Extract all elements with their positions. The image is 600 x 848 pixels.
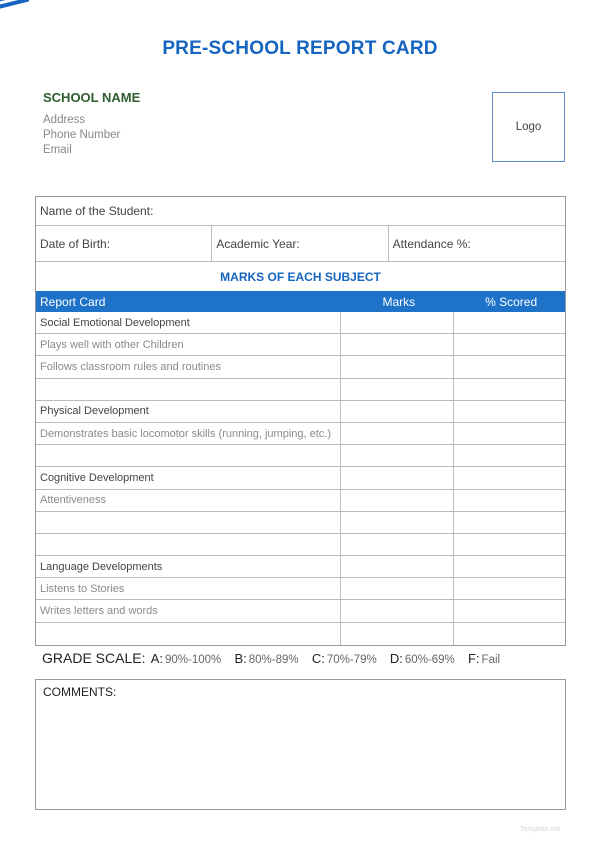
grade-range: Fail — [481, 654, 501, 666]
grade-range: 60%-69% — [404, 654, 455, 666]
table-row — [36, 379, 565, 401]
category-label: Cognitive Development — [40, 471, 154, 484]
scored-cell[interactable] — [453, 312, 565, 333]
marks-heading: MARKS OF EACH SUBJECT — [220, 269, 381, 284]
table-row — [36, 512, 565, 534]
scored-cell[interactable] — [453, 512, 565, 533]
scored-cell[interactable] — [453, 467, 565, 488]
grade-letter: A: — [150, 651, 163, 666]
page-title: PRE-SCHOOL REPORT CARD — [162, 38, 438, 59]
table-row — [36, 534, 565, 556]
marks-cell[interactable] — [340, 356, 453, 377]
attendance-field[interactable]: Attendance %: — [392, 236, 471, 251]
table-row — [36, 623, 565, 645]
skill-label — [36, 379, 340, 400]
grade-range: 70%-79% — [326, 654, 377, 666]
skill-label: Follows classroom rules and routines — [40, 360, 221, 373]
scored-cell[interactable] — [453, 356, 565, 377]
grade-letter: B: — [234, 651, 247, 666]
grade-letter: D: — [389, 651, 403, 666]
marks-cell[interactable] — [340, 379, 453, 400]
category-label: Physical Development — [40, 405, 149, 418]
school-email: Email — [43, 144, 72, 156]
scored-cell[interactable] — [453, 578, 565, 599]
logo-label: Logo — [515, 121, 542, 133]
student-name-row — [36, 197, 565, 226]
student-details-row — [36, 226, 565, 262]
marks-cell[interactable] — [340, 534, 453, 555]
school-phone: Phone Number — [43, 129, 121, 141]
table-row — [36, 445, 565, 467]
corner-decoration-thin — [0, 0, 29, 16]
watermark: Template.net — [520, 826, 561, 833]
grade-letter: F: — [467, 651, 480, 666]
marks-cell[interactable] — [340, 623, 453, 645]
scored-cell[interactable] — [453, 401, 565, 422]
column-header-report-card: Report Card — [40, 294, 106, 309]
skill-label — [36, 445, 340, 466]
table-row — [36, 578, 565, 600]
scored-cell[interactable] — [453, 623, 565, 645]
scored-cell[interactable] — [453, 445, 565, 466]
skill-label: Plays well with other Children — [40, 338, 184, 351]
comments-box[interactable] — [35, 679, 566, 810]
marks-cell[interactable] — [340, 445, 453, 466]
table-row — [36, 556, 565, 578]
marks-cell[interactable] — [340, 467, 453, 488]
scored-cell[interactable] — [453, 534, 565, 555]
skill-label — [36, 512, 340, 533]
marks-cell[interactable] — [340, 600, 453, 621]
student-name-field[interactable]: Name of the Student: — [40, 204, 154, 218]
grade-scale-label: GRADE SCALE: — [42, 650, 146, 666]
marks-cell[interactable] — [340, 490, 453, 511]
marks-cell[interactable] — [340, 312, 453, 333]
table-row — [36, 312, 565, 334]
skill-label — [36, 623, 340, 645]
scored-cell[interactable] — [453, 556, 565, 577]
scored-cell[interactable] — [453, 490, 565, 511]
column-header-marks: Marks — [382, 294, 416, 309]
table-row — [36, 401, 565, 423]
scored-cell[interactable] — [453, 334, 565, 355]
scored-cell[interactable] — [453, 600, 565, 621]
table-row — [36, 356, 565, 378]
marks-cell[interactable] — [340, 334, 453, 355]
marks-cell[interactable] — [340, 401, 453, 422]
report-table — [35, 196, 566, 646]
grade-range: 80%-89% — [248, 654, 299, 666]
school-address: Address — [43, 114, 86, 126]
grade-letter: C: — [311, 651, 325, 666]
marks-cell[interactable] — [340, 578, 453, 599]
marks-cell[interactable] — [340, 556, 453, 577]
column-header-scored: % Scored — [485, 294, 538, 309]
marks-table-header — [36, 291, 565, 312]
skill-label: Demonstrates basic locomotor skills (running, jumping, etc.) — [40, 427, 332, 440]
skill-label — [36, 534, 340, 555]
comments-label: COMMENTS: — [43, 685, 117, 699]
category-label: Language Developments — [40, 560, 163, 573]
dob-field[interactable]: Date of Birth: — [36, 226, 212, 261]
table-row — [36, 467, 565, 489]
marks-cell[interactable] — [340, 423, 453, 444]
scored-cell[interactable] — [453, 423, 565, 444]
marks-table-body — [36, 312, 565, 645]
marks-cell[interactable] — [340, 512, 453, 533]
skill-label: Attentiveness — [40, 494, 107, 507]
scored-cell[interactable] — [453, 379, 565, 400]
table-row — [36, 334, 565, 356]
school-name: SCHOOL NAME — [43, 90, 141, 105]
category-label: Social Emotional Development — [40, 316, 190, 329]
skill-label: Writes letters and words — [40, 605, 158, 618]
table-row — [36, 490, 565, 512]
logo-placeholder — [492, 92, 565, 162]
table-row — [36, 423, 565, 445]
grade-range: 90%-100% — [164, 654, 222, 666]
grade-scale — [42, 650, 562, 666]
skill-label: Listens to Stories — [40, 582, 125, 595]
academic-year-field[interactable]: Academic Year: — [212, 226, 388, 261]
table-row — [36, 600, 565, 622]
